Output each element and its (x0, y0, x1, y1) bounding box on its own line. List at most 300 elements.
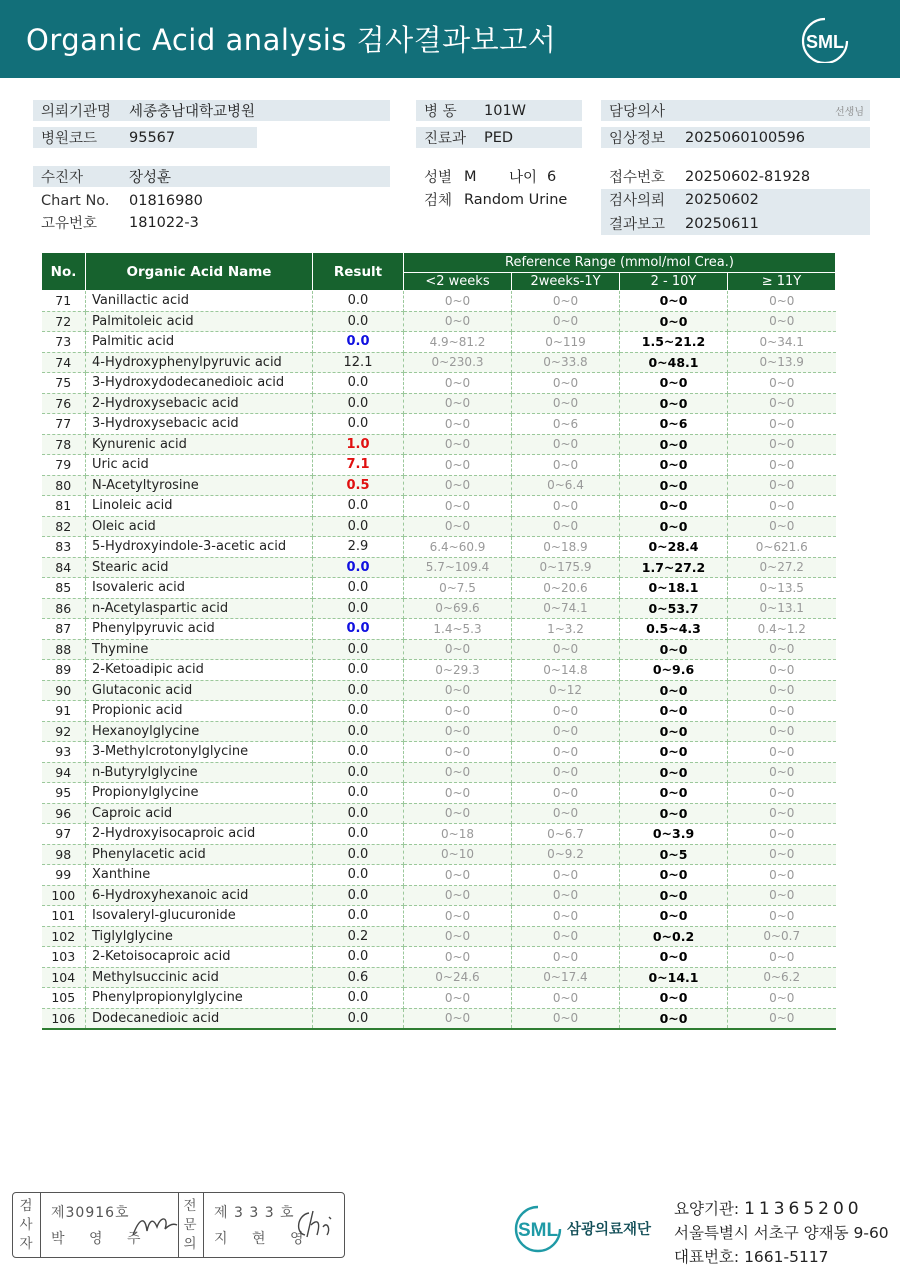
ref-2weeks-1y: 0~0 (512, 926, 620, 947)
ref-11y-plus: 0.4~1.2 (728, 619, 836, 640)
ref-11y-plus: 0~34.1 (728, 332, 836, 353)
table-row (42, 619, 836, 640)
result-value: 0.0 (313, 865, 404, 886)
acid-name: Glutaconic acid (86, 680, 313, 701)
info-panel (0, 95, 900, 245)
result-value: 0.0 (313, 1008, 404, 1029)
dept-label: 진료과 (424, 131, 467, 147)
address: 서울특별시 서초구 양재동 9-60 (674, 1224, 889, 1242)
ref-2weeks-1y: 0~0 (512, 393, 620, 414)
ref-2weeks-1y: 0~6 (512, 414, 620, 435)
phone-value: 1661-5117 (744, 1248, 829, 1266)
acid-name: Propionic acid (86, 701, 313, 722)
table-row (42, 660, 836, 681)
results-table (41, 252, 836, 1030)
ref-2-10y: 0.5~4.3 (620, 619, 728, 640)
table-row (42, 947, 836, 968)
specialist-name: 지 현 영 (214, 1231, 314, 1247)
ref-11y-plus: 0~27.2 (728, 557, 836, 578)
ref-2weeks-1y: 0~6.4 (512, 475, 620, 496)
ref-11y-plus: 0~0 (728, 414, 836, 435)
ref-under-2-weeks: 0~29.3 (404, 660, 512, 681)
ref-2-10y: 0~0 (620, 1008, 728, 1029)
acid-name: 2-Hydroxysebacic acid (86, 393, 313, 414)
report-title: Organic Acid analysis 검사결과보고서 (26, 23, 557, 57)
age-value: 6 (547, 168, 557, 185)
ref-2-10y: 0~18.1 (620, 578, 728, 599)
result-value: 0.0 (313, 844, 404, 865)
table-row (42, 311, 836, 332)
acid-name: Thymine (86, 639, 313, 660)
report-date-label: 결과보고 (609, 217, 666, 233)
row-number: 87 (42, 619, 86, 640)
row-number: 71 (42, 291, 86, 312)
table-row (42, 332, 836, 353)
ref-under-2-weeks: 0~0 (404, 906, 512, 927)
row-number: 78 (42, 434, 86, 455)
ref-11y-plus: 0~0 (728, 906, 836, 927)
result-value: 0.0 (313, 721, 404, 742)
svg-text:SML: SML (517, 1220, 559, 1241)
table-row (42, 701, 836, 722)
specialist-signature-icon (291, 1207, 341, 1241)
acid-name: Isovaleric acid (86, 578, 313, 599)
foundation-logo (509, 1200, 664, 1258)
acid-name: Linoleic acid (86, 496, 313, 517)
ref-11y-plus: 0~0 (728, 701, 836, 722)
ref-2weeks-1y: 0~0 (512, 373, 620, 394)
ref-2-10y: 0~0 (620, 475, 728, 496)
ref-2-10y: 0~0 (620, 701, 728, 722)
chart-field (33, 190, 390, 211)
divider (40, 1193, 41, 1257)
ref-11y-plus: 0~0 (728, 885, 836, 906)
row-number: 106 (42, 1008, 86, 1029)
sex-label: 성별 (424, 170, 453, 186)
ref-2-10y: 0~0 (620, 639, 728, 660)
ref-under-2-weeks: 0~0 (404, 988, 512, 1009)
ref-2-10y: 0~48.1 (620, 352, 728, 373)
ref-2weeks-1y: 0~0 (512, 947, 620, 968)
ref-2weeks-1y: 0~0 (512, 762, 620, 783)
ref-2-10y: 0~0 (620, 742, 728, 763)
ref-under-2-weeks: 0~0 (404, 701, 512, 722)
ref-under-2-weeks: 4.9~81.2 (404, 332, 512, 353)
row-number: 95 (42, 783, 86, 804)
col-result-header: Result (313, 253, 404, 291)
ref-11y-plus: 0~0 (728, 516, 836, 537)
ref-under-2-weeks: 0~0 (404, 639, 512, 660)
sex-age-field (416, 166, 596, 187)
ref-11y-plus: 0~0.7 (728, 926, 836, 947)
ref-2-10y: 0~28.4 (620, 537, 728, 558)
contact-info (674, 1197, 889, 1269)
ref-11y-plus: 0~0 (728, 762, 836, 783)
row-number: 88 (42, 639, 86, 660)
table-row (42, 414, 836, 435)
ref-2-10y: 0~0 (620, 803, 728, 824)
result-value: 0.0 (313, 680, 404, 701)
row-number: 101 (42, 906, 86, 927)
signature-box (12, 1192, 345, 1258)
ref-under-2-weeks: 6.4~60.9 (404, 537, 512, 558)
table-row (42, 578, 836, 599)
ref-11y-plus: 0~0 (728, 434, 836, 455)
table-row (42, 393, 836, 414)
table-row (42, 537, 836, 558)
ref-2weeks-1y: 0~20.6 (512, 578, 620, 599)
ref-2weeks-1y: 0~0 (512, 906, 620, 927)
row-number: 75 (42, 373, 86, 394)
row-number: 76 (42, 393, 86, 414)
institution-label: 요양기관: (674, 1200, 740, 1218)
ref-2weeks-1y: 0~14.8 (512, 660, 620, 681)
ref-2-10y: 0~0 (620, 434, 728, 455)
ref-11y-plus: 0~0 (728, 291, 836, 312)
table-row (42, 844, 836, 865)
ref-11y-plus: 0~0 (728, 865, 836, 886)
ref-under-2-weeks: 5.7~109.4 (404, 557, 512, 578)
col-no-header: No. (42, 253, 86, 291)
acid-name: n-Butyrylglycine (86, 762, 313, 783)
ref-under-2-weeks: 0~0 (404, 885, 512, 906)
acid-name: Palmitic acid (86, 332, 313, 353)
ward-field (416, 100, 582, 121)
ref-under-2-weeks: 0~0 (404, 414, 512, 435)
ref-under-2-weeks: 0~0 (404, 373, 512, 394)
acid-name: Caproic acid (86, 803, 313, 824)
result-value: 0.0 (313, 742, 404, 763)
ref-under-2-weeks: 0~230.3 (404, 352, 512, 373)
table-row (42, 803, 836, 824)
ref-2weeks-1y: 0~0 (512, 865, 620, 886)
hospital-code-value: 95567 (129, 129, 176, 146)
institution-value: 11365200 (744, 1199, 863, 1219)
result-value: 0.6 (313, 967, 404, 988)
table-row (42, 496, 836, 517)
acid-name: Propionylglycine (86, 783, 313, 804)
ref-2weeks-1y: 0~17.4 (512, 967, 620, 988)
result-value: 0.0 (313, 701, 404, 722)
result-value: 0.0 (313, 783, 404, 804)
ref-under-2-weeks: 0~0 (404, 926, 512, 947)
ref-col-under-2-weeks: <2 weeks (404, 273, 512, 291)
ref-2weeks-1y: 0~0 (512, 701, 620, 722)
ref-under-2-weeks: 1.4~5.3 (404, 619, 512, 640)
acid-name: Phenylacetic acid (86, 844, 313, 865)
acid-name: Dodecanedioic acid (86, 1008, 313, 1029)
ref-2weeks-1y: 0~33.8 (512, 352, 620, 373)
acid-name: Phenylpropionylglycine (86, 988, 313, 1009)
row-number: 90 (42, 680, 86, 701)
row-number: 93 (42, 742, 86, 763)
result-value: 0.0 (313, 373, 404, 394)
ref-11y-plus: 0~0 (728, 373, 836, 394)
ref-11y-plus: 0~13.1 (728, 598, 836, 619)
ref-2weeks-1y: 0~0 (512, 311, 620, 332)
table-row (42, 291, 836, 312)
ref-2-10y: 0~3.9 (620, 824, 728, 845)
ref-2weeks-1y: 0~0 (512, 516, 620, 537)
row-number: 83 (42, 537, 86, 558)
row-number: 80 (42, 475, 86, 496)
ref-2-10y: 0~0 (620, 373, 728, 394)
result-value: 0.0 (313, 619, 404, 640)
row-number: 91 (42, 701, 86, 722)
ref-under-2-weeks: 0~0 (404, 496, 512, 517)
row-number: 86 (42, 598, 86, 619)
ref-under-2-weeks: 0~0 (404, 393, 512, 414)
col-name-header: Organic Acid Name (86, 253, 313, 291)
row-number: 105 (42, 988, 86, 1009)
dept-value: PED (484, 129, 514, 146)
ref-11y-plus: 0~0 (728, 844, 836, 865)
table-row (42, 1008, 836, 1029)
acid-name: Palmitoleic acid (86, 311, 313, 332)
ref-col-2-10y: 2 - 10Y (620, 273, 728, 291)
clinical-info-field (601, 127, 870, 148)
examiner-license: 제30916호 (51, 1205, 130, 1221)
acid-name: Uric acid (86, 455, 313, 476)
table-row (42, 967, 836, 988)
foundation-name: 삼광의료재단 (567, 1222, 652, 1238)
ref-11y-plus: 0~13.9 (728, 352, 836, 373)
ref-2-10y: 0~0 (620, 906, 728, 927)
ref-11y-plus: 0~0 (728, 742, 836, 763)
acid-name: 3-Methylcrotonylglycine (86, 742, 313, 763)
examiner-label: 검사자 (19, 1198, 33, 1252)
chart-value: 01816980 (129, 192, 203, 209)
chart-label: Chart No. (41, 192, 110, 209)
ref-under-2-weeks: 0~0 (404, 311, 512, 332)
acid-name: Isovaleryl-glucuronide (86, 906, 313, 927)
doctor-hint: 선생님 (835, 107, 864, 118)
sml-logo-icon (798, 15, 852, 63)
ref-2-10y: 0~0.2 (620, 926, 728, 947)
receipt-field (601, 166, 870, 187)
result-value: 12.1 (313, 352, 404, 373)
ref-11y-plus: 0~0 (728, 947, 836, 968)
result-value: 0.0 (313, 762, 404, 783)
ref-under-2-weeks: 0~24.6 (404, 967, 512, 988)
ref-2-10y: 0~0 (620, 496, 728, 517)
ref-2weeks-1y: 0~119 (512, 332, 620, 353)
ref-2weeks-1y: 0~175.9 (512, 557, 620, 578)
result-value: 1.0 (313, 434, 404, 455)
ref-2weeks-1y: 0~74.1 (512, 598, 620, 619)
receipt-label: 접수번호 (609, 170, 666, 186)
ref-under-2-weeks: 0~0 (404, 680, 512, 701)
result-value: 0.0 (313, 885, 404, 906)
ref-under-2-weeks: 0~0 (404, 434, 512, 455)
table-row (42, 475, 836, 496)
result-value: 0.0 (313, 332, 404, 353)
result-value: 0.0 (313, 516, 404, 537)
table-row (42, 742, 836, 763)
acid-name: Oleic acid (86, 516, 313, 537)
table-row (42, 557, 836, 578)
row-number: 99 (42, 865, 86, 886)
divider (203, 1193, 204, 1257)
phone-label: 대표번호: (674, 1248, 740, 1266)
reference-range-header: Reference Range (mmol/mol Crea.) (404, 253, 836, 273)
ref-2weeks-1y: 0~0 (512, 434, 620, 455)
table-row (42, 885, 836, 906)
row-number: 96 (42, 803, 86, 824)
ref-2-10y: 0~0 (620, 680, 728, 701)
acid-name: 2-Hydroxyisocaproic acid (86, 824, 313, 845)
ref-2-10y: 0~0 (620, 516, 728, 537)
row-number: 85 (42, 578, 86, 599)
ref-2weeks-1y: 0~0 (512, 1008, 620, 1029)
ref-2-10y: 0~0 (620, 885, 728, 906)
hospital-code-field (33, 127, 257, 148)
acid-name: Hexanoylglycine (86, 721, 313, 742)
acid-name: Methylsuccinic acid (86, 967, 313, 988)
ref-2weeks-1y: 0~0 (512, 885, 620, 906)
acid-name: 2-Ketoisocaproic acid (86, 947, 313, 968)
ref-2weeks-1y: 0~12 (512, 680, 620, 701)
result-value: 0.0 (313, 311, 404, 332)
unique-id-field (33, 212, 390, 233)
ref-under-2-weeks: 0~0 (404, 455, 512, 476)
row-number: 94 (42, 762, 86, 783)
hospital-code-label: 병원코드 (41, 131, 98, 147)
ref-2-10y: 0~0 (620, 311, 728, 332)
table-row (42, 434, 836, 455)
ref-11y-plus: 0~0 (728, 496, 836, 517)
request-date-field (601, 189, 870, 210)
ref-11y-plus: 0~0 (728, 1008, 836, 1029)
table-row (42, 455, 836, 476)
result-value: 0.0 (313, 906, 404, 927)
ref-2-10y: 0~53.7 (620, 598, 728, 619)
acid-name: Tiglylglycine (86, 926, 313, 947)
ref-2weeks-1y: 1~3.2 (512, 619, 620, 640)
ref-2weeks-1y: 0~6.7 (512, 824, 620, 845)
specimen-value: Random Urine (464, 191, 568, 208)
result-value: 7.1 (313, 455, 404, 476)
row-number: 92 (42, 721, 86, 742)
ref-2weeks-1y: 0~0 (512, 496, 620, 517)
row-number: 103 (42, 947, 86, 968)
ref-2-10y: 0~0 (620, 865, 728, 886)
result-value: 0.0 (313, 988, 404, 1009)
table-row (42, 352, 836, 373)
ref-2-10y: 0~9.6 (620, 660, 728, 681)
specialist-license: 제 3 3 3 호 (214, 1205, 295, 1221)
row-number: 73 (42, 332, 86, 353)
ref-under-2-weeks: 0~0 (404, 516, 512, 537)
ref-11y-plus: 0~0 (728, 988, 836, 1009)
report-date-field (601, 213, 870, 234)
unique-id-value: 181022-3 (129, 214, 199, 231)
ref-2weeks-1y: 0~0 (512, 803, 620, 824)
specimen-field (416, 189, 596, 210)
ref-2-10y: 1.5~21.2 (620, 332, 728, 353)
acid-name: 2-Ketoadipic acid (86, 660, 313, 681)
ref-11y-plus: 0~0 (728, 660, 836, 681)
ref-under-2-weeks: 0~0 (404, 947, 512, 968)
ref-under-2-weeks: 0~0 (404, 291, 512, 312)
ref-under-2-weeks: 0~0 (404, 865, 512, 886)
patient-value: 장성훈 (129, 170, 172, 186)
receipt-value: 20250602-81928 (685, 168, 811, 185)
ref-2-10y: 0~0 (620, 291, 728, 312)
ref-2-10y: 0~14.1 (620, 967, 728, 988)
table-row (42, 762, 836, 783)
ref-2weeks-1y: 0~0 (512, 742, 620, 763)
result-value: 0.0 (313, 496, 404, 517)
ref-11y-plus: 0~0 (728, 455, 836, 476)
table-row (42, 783, 836, 804)
requester-value: 세종충남대학교병원 (129, 104, 256, 120)
ref-under-2-weeks: 0~0 (404, 783, 512, 804)
row-number: 89 (42, 660, 86, 681)
result-value: 0.0 (313, 414, 404, 435)
ref-2-10y: 0~0 (620, 393, 728, 414)
acid-name: N-Acetyltyrosine (86, 475, 313, 496)
ref-under-2-weeks: 0~18 (404, 824, 512, 845)
acid-name: Xanthine (86, 865, 313, 886)
table-row (42, 598, 836, 619)
row-number: 81 (42, 496, 86, 517)
acid-name: 4-Hydroxyphenylpyruvic acid (86, 352, 313, 373)
ref-11y-plus: 0~0 (728, 721, 836, 742)
row-number: 72 (42, 311, 86, 332)
ward-label: 병 동 (424, 104, 457, 120)
row-number: 102 (42, 926, 86, 947)
table-row (42, 824, 836, 845)
result-value: 0.0 (313, 639, 404, 660)
logo-text: SML (806, 32, 844, 52)
table-row (42, 516, 836, 537)
doctor-label: 담당의사 (609, 104, 666, 120)
ref-11y-plus: 0~0 (728, 783, 836, 804)
table-row (42, 373, 836, 394)
acid-name: Vanillactic acid (86, 291, 313, 312)
clinical-info-value: 2025060100596 (685, 129, 805, 146)
result-value: 0.0 (313, 291, 404, 312)
patient-label: 수진자 (41, 170, 84, 186)
ref-under-2-weeks: 0~0 (404, 1008, 512, 1029)
examiner-name: 박 영 주 (51, 1231, 151, 1247)
ref-2weeks-1y: 0~0 (512, 721, 620, 742)
row-number: 104 (42, 967, 86, 988)
table-row (42, 680, 836, 701)
row-number: 79 (42, 455, 86, 476)
dept-field (416, 127, 582, 148)
sex-value: M (464, 168, 477, 185)
ref-under-2-weeks: 0~0 (404, 721, 512, 742)
result-value: 0.0 (313, 824, 404, 845)
ref-11y-plus: 0~6.2 (728, 967, 836, 988)
ref-2-10y: 0~0 (620, 783, 728, 804)
age-label: 나이 (509, 170, 538, 186)
table-row (42, 721, 836, 742)
unique-id-label: 고유번호 (41, 216, 98, 232)
ref-11y-plus: 0~0 (728, 393, 836, 414)
ref-2-10y: 1.7~27.2 (620, 557, 728, 578)
result-value: 0.0 (313, 598, 404, 619)
ref-2weeks-1y: 0~0 (512, 639, 620, 660)
ref-11y-plus: 0~0 (728, 639, 836, 660)
row-number: 84 (42, 557, 86, 578)
result-value: 0.0 (313, 393, 404, 414)
request-date-value: 20250602 (685, 191, 759, 208)
table-row (42, 865, 836, 886)
acid-name: Stearic acid (86, 557, 313, 578)
